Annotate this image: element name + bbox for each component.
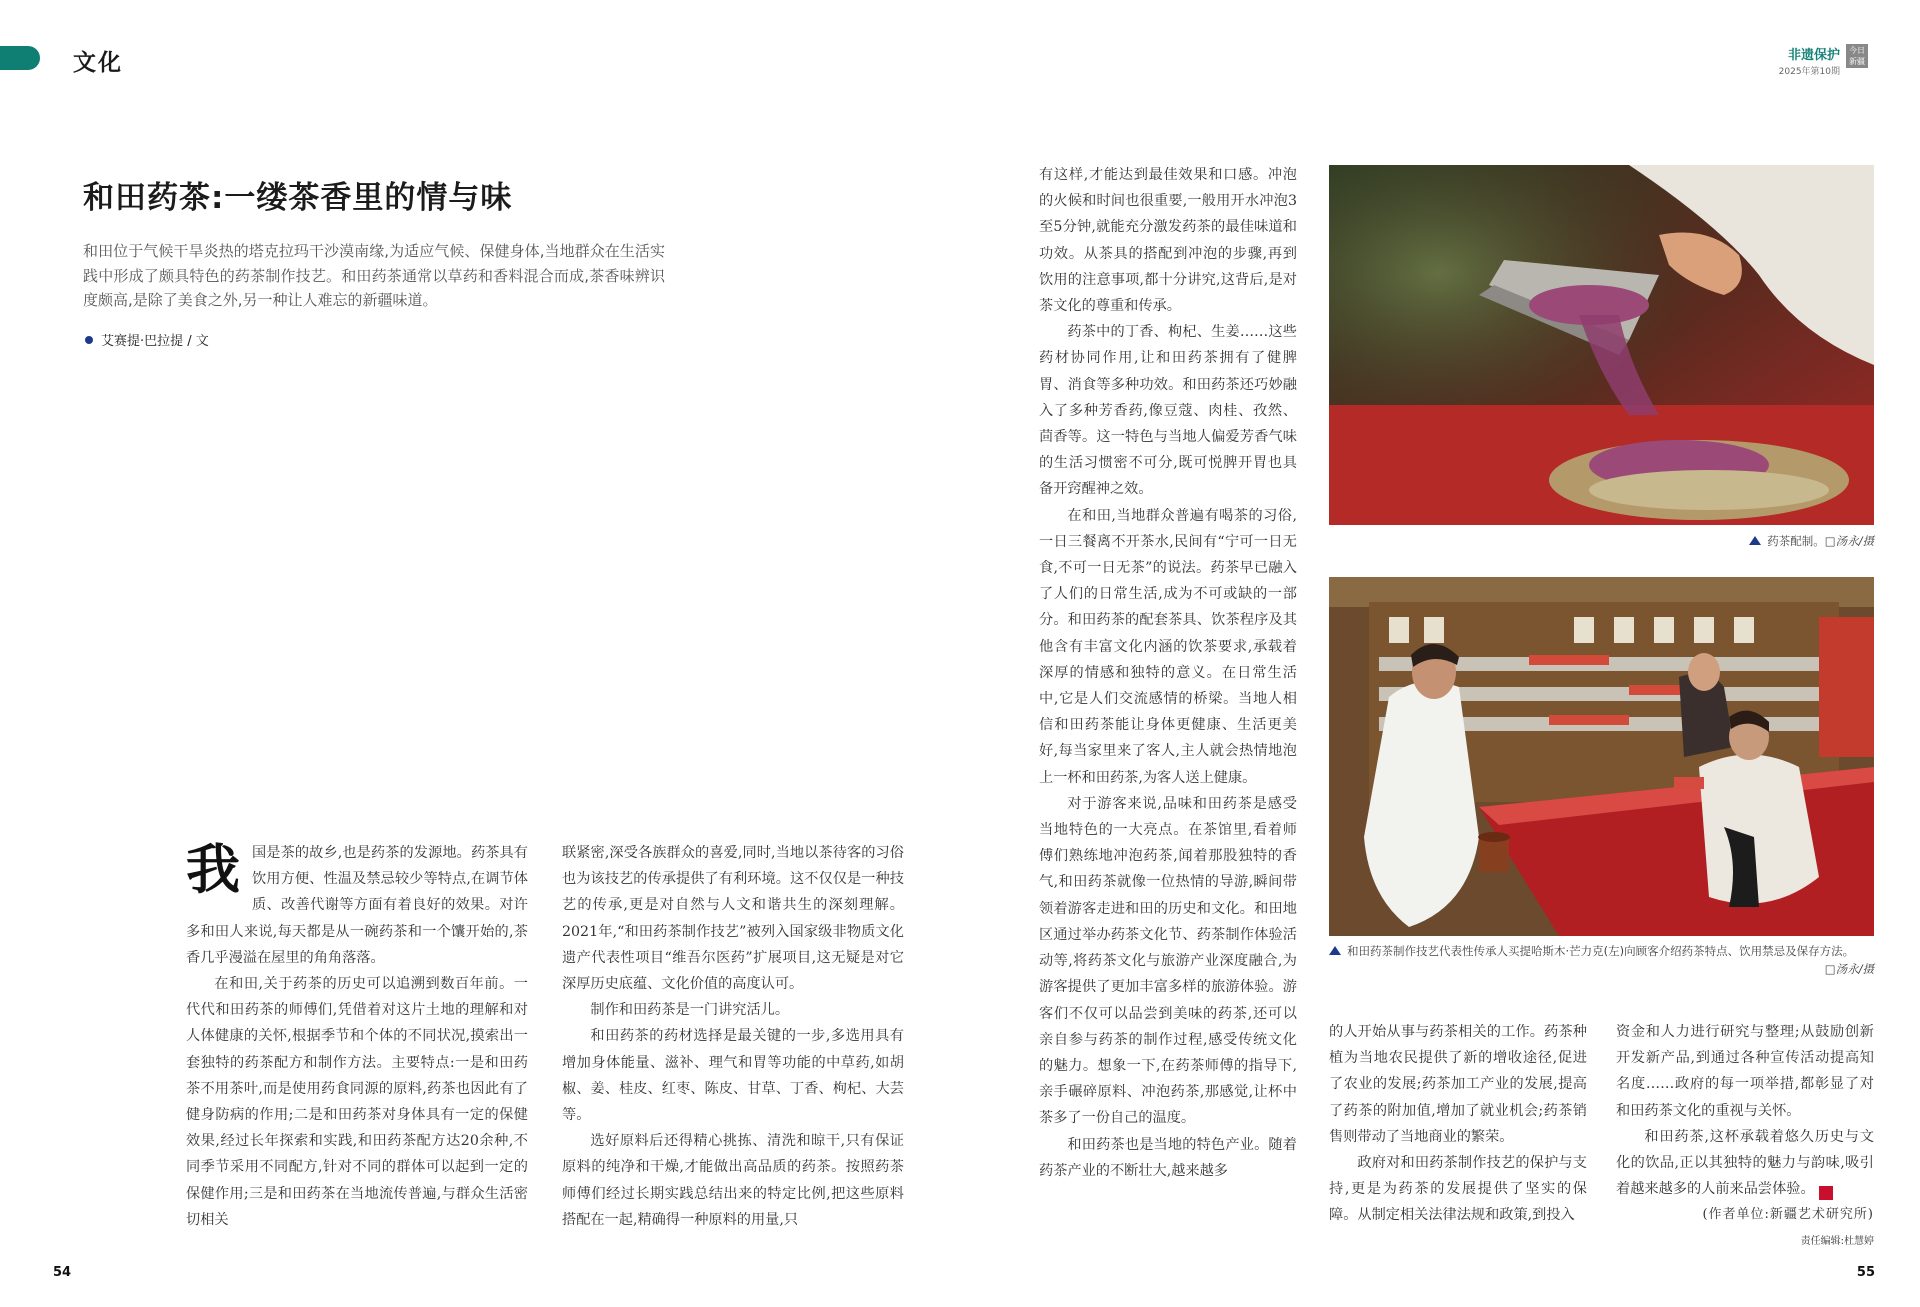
responsible-editor: 责任编辑:杜慧婷 bbox=[1800, 1235, 1874, 1247]
brand-name: 非遗保护 bbox=[1787, 48, 1840, 63]
paragraph: 药茶中的丁香、枸杞、生姜……这些药材协同作用,让和田药茶拥有了健脾胃、消食等多种功效。和田药茶还巧妙融入了多种芳香药,像豆蔻、肉桂、孜然、茴香等。这一特色与当地人偏爱芳香气味的生活习惯密不可分,既可悦脾开胃也具备开窍醒神之效。 bbox=[1039, 324, 1297, 498]
bullet-icon bbox=[85, 336, 93, 344]
paragraph: 在和田,当地群众普遍有喝茶的习俗,一日三餐离不开茶水,民间有“宁可一日无食,不可一日无茶”的说法。药茶早已融入了人们的日常生活,成为不可或缺的一部分。和田药茶的配套茶具、饮茶程序及其他含有丰富文化内涵的饮茶要求,承载着深厚的情感和独特的意义。在日常生活中,它是人们交流感情的桥梁。当地人相信和田药茶能让身体更健康、生活更美好,每当家里来了客人,主人就会热情地泡上一杯和田药茶,为客人送上健康。 bbox=[1039, 507, 1297, 786]
byline bbox=[85, 330, 209, 349]
photo1-credit: □汤永/摄 bbox=[1824, 534, 1874, 548]
magazine-logo: 今日新疆 bbox=[1846, 44, 1868, 68]
photo2-caption: 和田药茶制作技艺代表性传承人买提哈斯木·芒力克(左)向顾客介绍药茶特点、饮用禁忌及保存方法。 bbox=[1329, 943, 1874, 959]
paragraph: 联紧密,深受各族群众的喜爱,同时,当地以茶待客的习俗也为该技艺的传承提供了有利环境。这不仅仅是一种技艺的传承,更是对自然与人文和谐共生的深刻理解。2021年,“和田药茶制作技艺”被列入国家级非物质文化遗产代表性项目“维吾尔医药”扩展项目,这无疑是对它深厚历史底蕴、文化价值的高度认可。 bbox=[562, 845, 904, 993]
author-affiliation: (作者单位:新疆艺术研究所) bbox=[1702, 1207, 1874, 1223]
paragraph: 制作和田药茶是一门讲究活儿。 bbox=[590, 1002, 790, 1019]
article-lead: 和田位于气候干旱炎热的塔克拉玛干沙漠南缘,为适应气候、保健身体,当地群众在生活实践中形成了颇具特色的药茶制作技艺。和田药茶通常以草药和香料混合而成,茶香味辨识度颇高,是除了美食之外,另一种让人难忘的新疆味道。 bbox=[83, 242, 665, 309]
paragraph: 对于游客来说,品味和田药茶是感受当地特色的一大亮点。在茶馆里,看着师傅们熟练地冲泡药茶,闻着那股独特的香气,和田药茶就像一位热情的导游,瞬间带领着游客走进和田的历史和文化。和田地区通过举办药茶文化节、药茶制作体验活动等,将药茶文化与旅游产业深度融合,为游客提供了更加丰富多样的旅游体验。游客们不仅可以品尝到美味的药茶,还可以亲自参与药茶的制作过程,感受传统文化的魅力。想象一下,在药茶师傅的指导下,亲手碾碎原料、冲泡药茶,那感觉,让杯中茶多了一份自己的温度。 bbox=[1039, 795, 1297, 1127]
text-column-2 bbox=[562, 840, 904, 1233]
author-name: 艾赛提·巴拉提 / 文 bbox=[101, 334, 209, 349]
photo-tea-preparation bbox=[1329, 165, 1874, 525]
photo1-caption: 药茶配制。□汤永/摄 bbox=[1329, 533, 1874, 549]
page-number-left: 54 bbox=[53, 1265, 72, 1280]
caption-triangle-icon bbox=[1749, 536, 1761, 545]
section-tab-marker bbox=[0, 46, 40, 70]
article-title: 和田药茶:一缕茶香里的情与味 bbox=[83, 180, 513, 216]
paragraph: 在和田,关于药茶的历史可以追溯到数百年前。一代代和田药茶的师傅们,凭借着对这片土地的理解和对人体健康的关怀,根据季节和个体的不同状况,摸索出一套独特的药茶配方和制作方法。主要特点:一是和田药茶不用茶叶,而是使用药食同源的原料,药茶也因此有了健身防病的作用;二是和田药茶对身体具有一定的保健效果,经过长年探索和实践,和田药茶配方达20余种,不同季节采用不同配方,针对不同的群体可以起到一定的保健作用;三是和田药茶在当地流传普遍,与群众生活密切相关 bbox=[186, 976, 528, 1228]
drop-cap: 我 bbox=[186, 838, 240, 901]
paragraph: 有这样,才能达到最佳效果和口感。冲泡的火候和时间也很重要,一般用开水冲泡3至5分钟,就能充分激发药茶的最佳味道和功效。从茶具的搭配到冲泡的步骤,再到饮用的注意事项,都十分讲究,这背后,是对茶文化的尊重和传承。 bbox=[1039, 167, 1297, 315]
photo2-credit: □汤永/摄 bbox=[1824, 962, 1874, 976]
paragraph: 政府对和田药茶制作技艺的保护与支持,更是为药茶的发展提供了坚实的保障。从制定相关法律法规和政策,到投入 bbox=[1329, 1155, 1587, 1224]
text-column-1 bbox=[186, 840, 528, 1233]
text-column-3 bbox=[1039, 162, 1297, 1184]
brand-block bbox=[1779, 44, 1868, 77]
text-column-4 bbox=[1329, 1019, 1587, 1229]
paragraph: 和田药茶也是当地的特色产业。随着药茶产业的不断壮大,越来越多 bbox=[1039, 1136, 1297, 1179]
paragraph: 的人开始从事与药茶相关的工作。药茶种植为当地农民提供了新的增收途径,促进了农业的发展;药茶加工产业的发展,提高了药茶的附加值,增加了就业机会;药茶销售则带动了当地商业的繁荣。 bbox=[1329, 1024, 1587, 1145]
text-column-5 bbox=[1616, 1019, 1874, 1255]
paragraph: 资金和人力进行研究与整理;从鼓励创新开发新产品,到通过各种宣传活动提高知名度……政府的每一项举措,都彰显了对和田药茶文化的重视与关怀。 bbox=[1616, 1024, 1874, 1119]
page-number-right: 55 bbox=[1856, 1265, 1875, 1280]
photo-tea-shop bbox=[1329, 577, 1874, 936]
section-title: 文化 bbox=[73, 50, 123, 76]
end-mark-icon: J bbox=[1819, 1186, 1833, 1200]
paragraph: 和田药茶的药材选择是最关键的一步,多选用具有增加身体能量、滋补、理气和胃等功能的中草药,如胡椒、姜、桂皮、红枣、陈皮、甘草、丁香、枸杞、大芸等。 bbox=[562, 1028, 904, 1124]
caption-triangle-icon bbox=[1329, 946, 1341, 955]
paragraph: 我国是茶的故乡,也是药茶的发源地。药茶具有饮用方便、性温及禁忌较少等特点,在调节体质、改善代谢等方面有着良好的效果。对许多和田人来说,每天都是从一碗药茶和一个馕开始的,茶香几乎漫溢在屋里的角角落落。 bbox=[186, 838, 528, 966]
issue-number: 2025年第10期 bbox=[1778, 67, 1840, 77]
paragraph: 和田药茶,这杯承载着悠久历史与文化的饮品,正以其独特的魅力与韵味,吸引着越来越多的人前来品尝体验。 J bbox=[1616, 1128, 1874, 1199]
paragraph: 选好原料后还得精心挑拣、清洗和晾干,只有保证原料的纯净和干燥,才能做出高品质的药茶。按照药茶师傅们经过长期实践总结出来的特定比例,把这些原料搭配在一起,精确得一种原料的用量,只 bbox=[562, 1133, 904, 1228]
